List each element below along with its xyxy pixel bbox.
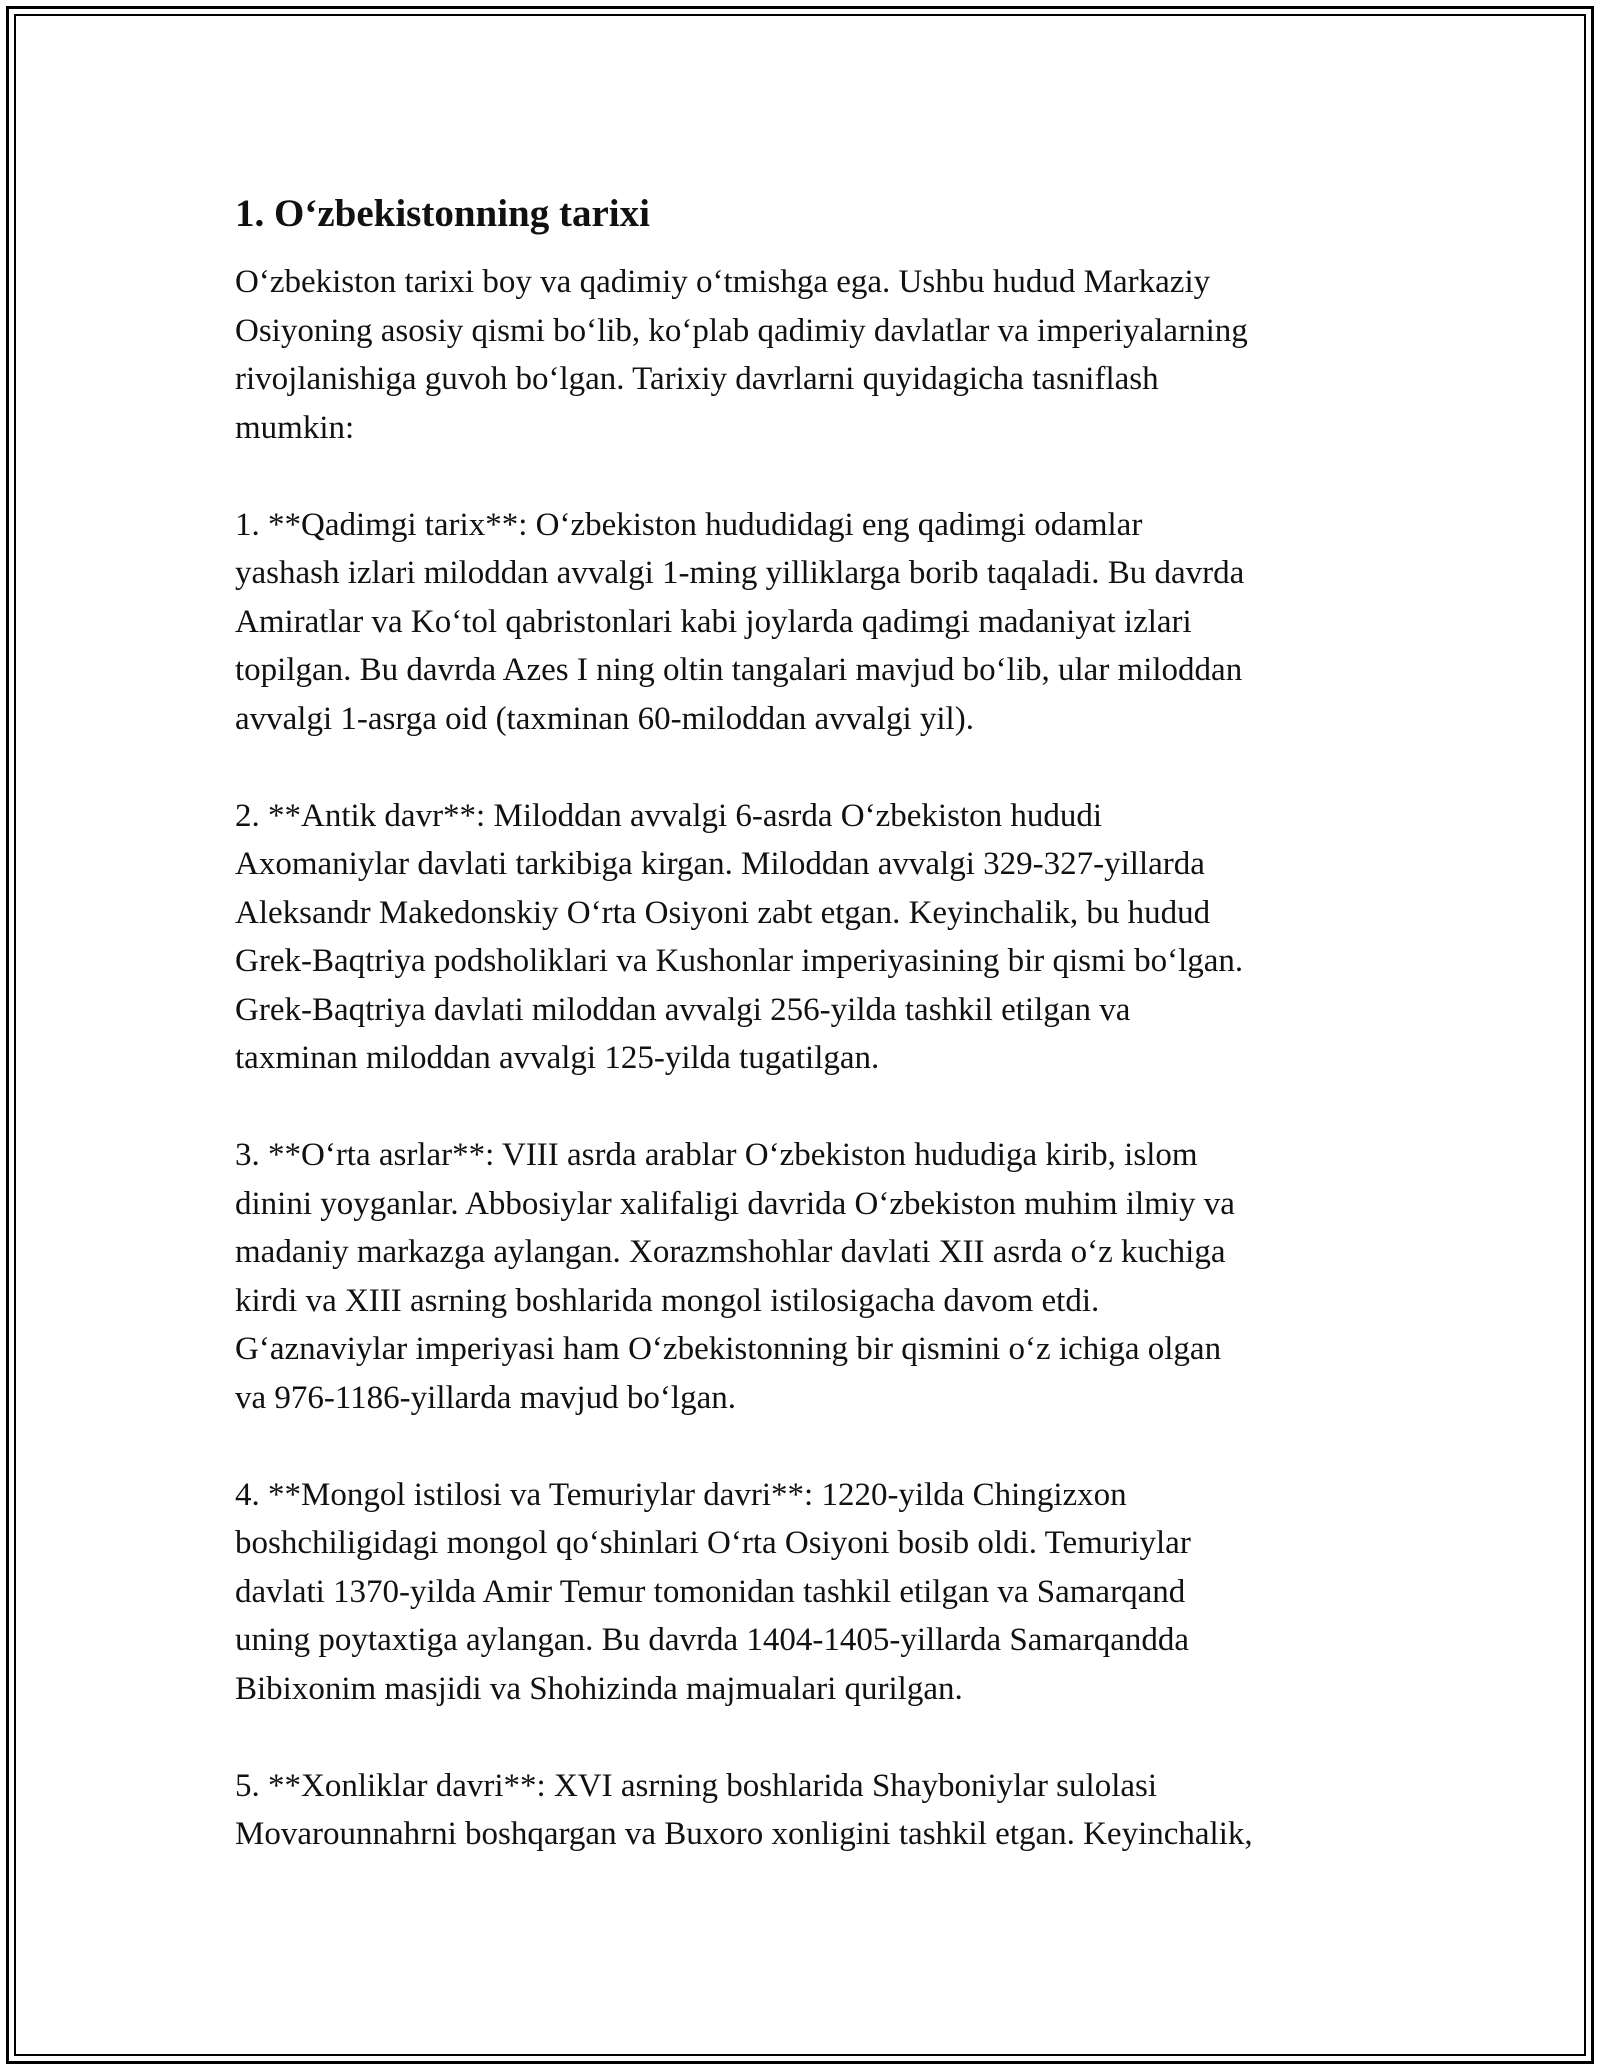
paragraph-intro: O‘zbekiston tarixi boy va qadimiy o‘tmishga ega. Ushbu hudud Markaziy Osiyoning asosiy qismi bo‘lib, ko‘plab qadimiy davlatlar va imperiyalarning rivojlanishiga guvoh bo‘lgan. Tarixiy davrlarni quyidagicha tasniflash mumkin:	[235, 264, 1248, 446]
paragraph-khanates: 5. **Xonliklar davri**: XVI asrning boshlarida Shayboniylar sulolasi Movarounnahrni boshqargan va Buxoro xonligini tashkil etgan. Keyinchalik,	[235, 1767, 1253, 1852]
paragraph-middle-ages: 3. **O‘rta asrlar**: VIII asrda arablar O‘zbekiston hududiga kirib, islom dinini yoyganlar. Abbosiylar xalifaligi davrida O‘zbekiston muhim ilmiy va madaniy markazga aylangan. Xorazmshohlar davlati XII asrda o‘z kuchiga kirdi va XIII asrning boshlarida mongol istilosigacha davom etdi. G‘aznaviylar imperiyasi ham O‘zbekistonning bir qismini o‘z ichiga olgan va 976-1186-yillarda mavjud bo‘lgan.	[235, 1137, 1235, 1416]
paragraph-ancient-history: 1. **Qadimgi tarix**: O‘zbekiston hududidagi eng qadimgi odamlar yashash izlari miloddan avvalgi 1-ming yilliklarga borib taqaladi. Bu davrda Amiratlar va Ko‘tol qabristonlari kabi joylarda qadimgi madaniyat izlari topilgan. Bu davrda Azes I ning oltin tangalari mavjud bo‘lib, ular miloddan avvalgi 1-asrga oid (taxminan 60-miloddan avvalgi yil).	[235, 506, 1245, 737]
document-body	[235, 188, 1375, 1907]
paragraph-antique-period: 2. **Antik davr**: Miloddan avvalgi 6-asrda O‘zbekiston hududi Axomaniylar davlati tarkibiga kirgan. Miloddan avvalgi 329-327-yillarda Aleksandr Makedonskiy O‘rta Osiyoni zabt etgan. Keyinchalik, bu hudud Grek-Baqtriya podsholiklari va Kushonlar imperiyasining bir qismi bo‘lgan. Grek-Baqtriya davlati miloddan avvalgi 256-yilda tashkil etilgan va taxminan miloddan avvalgi 125-yilda tugatilgan.	[235, 797, 1244, 1076]
document-title: 1. O‘zbekistonning tarixi	[235, 192, 650, 235]
paragraph-mongol-timurid: 4. **Mongol istilosi va Temuriylar davri**: 1220-yilda Chingizxon boshchiligidagi mongol qo‘shinlari O‘rta Osiyoni bosib oldi. Temuriylar davlati 1370-yilda Amir Temur tomonidan tashkil etilgan va Samarqand uning poytaxtiga aylangan. Bu davrda 1404-1405-yillarda Samarqandda Bibixonim masjidi va Shohizinda majmualari qurilgan.	[235, 1476, 1191, 1707]
